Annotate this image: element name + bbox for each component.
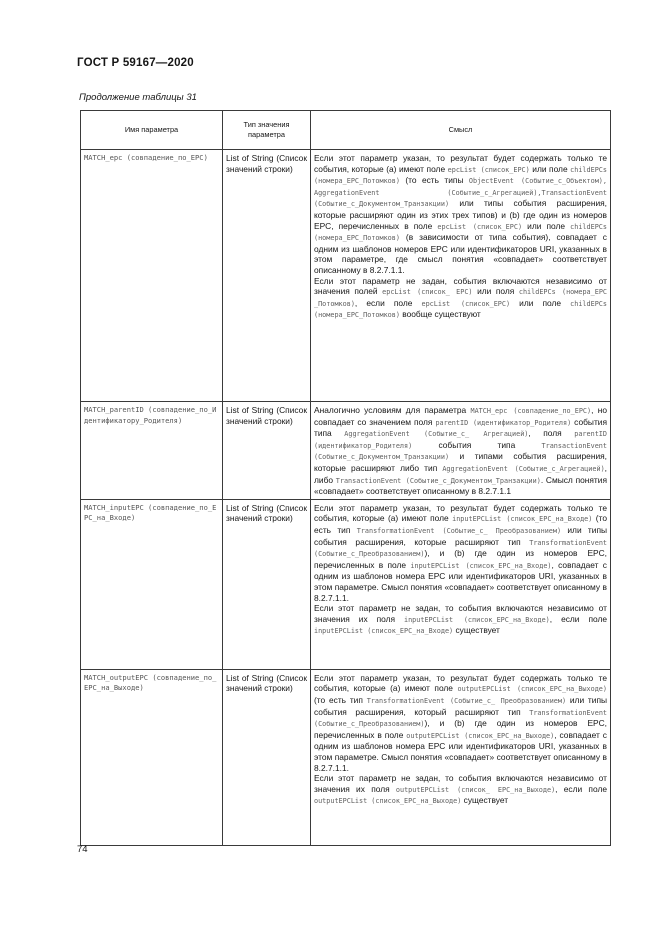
parameter-name-cell: MATCH_inputEPC (совпадение_по_EPC_на_Входе) bbox=[81, 499, 223, 669]
column-header-name: Имя параметра bbox=[81, 111, 223, 150]
code-term: ObjectEvent (Событие_с_Объектом), AggregationEvent (Событие_с_Агрегацией),TransactionEvent (Событие_с_Документом_Транзакции) bbox=[314, 177, 607, 209]
code-term: TransactionEvent (Событие_с_Документом_Транзакции) bbox=[335, 476, 541, 485]
meaning-paragraph: Если этот параметр указан, то результат будет содержать только те события, которые (а) имеют поле inputEPCList (список_EPC_на_Входе) (то есть тип TransformationEvent (Событие_с_ Преобразованием) или типы события расширения, которые расширяют тип TransformationEvent (Событие_с_Преобразованием)), и (b) где один из номеров EPC, перечисленных в поле inputEPCList (список_EPC_на_Входе), совпадает с одним из шаблонов номера EPC или идентификаторов URI, указанных в этом параметре. Смысл понятия «совпадает» соответствует описанному в 8.2.7.1.1. bbox=[314, 502, 607, 603]
code-term: childEPCs (номера_EPC_Потомков) bbox=[314, 222, 607, 243]
code-term: childEPCs (номера_EPC _Потомков) bbox=[314, 288, 608, 308]
parameter-meaning-cell bbox=[311, 402, 611, 500]
code-term: childEPCs (номера_EPC_Потомков) bbox=[314, 299, 607, 320]
meaning-paragraph: Если этот параметр указан, то результат будет содержать только те события, которые (а) имеют поле outputEPCList (список_EPC_на_Выходе) (то есть тип TransformationEvent (Событие_с_ Преобразованием) или типы события расширения, который расширяют тип TransformationEvent (Событие_с_Преобразованием)), и (b) где один из номеров EPC, перечисленных в поле outputEPCList (список_EPC_на_Выходе), совпадает с одним из шаблонов номера EPC или идентификаторов URI, указанных в этом параметре. Смысл понятия «совпадает» соответствует описанному в 8.2.7.1.1. bbox=[314, 672, 607, 773]
meaning-paragraph: Если этот параметр не задан, то события включаются независимо от значения их поля outputEPCList (список_ EPC_на_Выходе), если поле outputEPCList (список_EPC_на_Выходе) существует bbox=[314, 773, 607, 806]
code-term: epcList (список_EPC) bbox=[437, 222, 523, 231]
document-title: ГОСТ Р 59167—2020 bbox=[77, 57, 194, 69]
code-term: epcList (список_EPC) bbox=[447, 165, 530, 174]
code-term: parentID (идентификатор_Родителя) bbox=[435, 418, 572, 427]
table-row bbox=[81, 402, 611, 500]
parameter-meaning-cell bbox=[311, 150, 611, 402]
code-term: TransformationEvent (Событие_с_Преобразованием) bbox=[314, 708, 607, 729]
table-row bbox=[81, 150, 611, 402]
parameters-table bbox=[80, 110, 611, 846]
code-term: TransformationEvent (Событие_с_Преобразованием) bbox=[314, 538, 607, 559]
parameter-name-cell: MATCH_parentID (совпадение_по_Идентификатору_Родителя) bbox=[81, 402, 223, 500]
table-row bbox=[81, 669, 611, 845]
meaning-paragraph: Аналогично условиям для параметра MATCH_epc (совпадение_по_EPC), но совпадает со значением поля parentID (идентификатор_Родителя) события типа AggregationEvent (Событие_с_ Агрегацией), поля parentID (идентификатор_Родителя) события типа TransactionEvent (Событие_с_Документом_Транзакции) и типами события расширения, которые расширяют либо тип AggregationEvent (Событие_с_Агрегацией), либо TransactionEvent (Событие_с_Документом_Транзакции). Смысл понятия «совпадает» соответствует описанному в 8.2.7.1.1 bbox=[314, 405, 608, 497]
code-term: AggregationEvent (Событие_с_Агрегацией) bbox=[442, 464, 605, 473]
code-term: TransformationEvent (Событие_с_ Преобразованием) bbox=[356, 526, 562, 535]
code-term: inputEPCList (список_EPC_на_Входе) bbox=[452, 515, 593, 524]
column-header-meaning: Смысл bbox=[311, 111, 611, 150]
code-term: outputEPCList (список_EPC_на_Выходе) bbox=[314, 797, 462, 806]
code-term: inputEPCList (список_EPC_на_Входе) bbox=[314, 627, 454, 636]
parameter-meaning-cell bbox=[311, 669, 611, 845]
code-term: epcList (список_ EPC) bbox=[382, 288, 473, 297]
code-term: childEPCs (номера_EPC_Потомков) bbox=[314, 165, 607, 186]
parameter-type-cell: List of String (Список значений строки) bbox=[223, 150, 311, 402]
code-term: parentID (идентификатор_Родителя) bbox=[314, 430, 607, 450]
meaning-paragraph: Если этот параметр не задан, события включаются независимо от значения полей epcList (список_ EPC) или поля childEPCs (номера_EPC _Потомков), если поле epcList (список_EPC) или поле childEPCs (номера_EPC_Потомков) вообще существуют bbox=[314, 275, 608, 320]
page-number: 74 bbox=[77, 844, 88, 855]
meaning-paragraph: Если этот параметр указан, то результат будет содержать только те события, которые (а) имеют поле epcList (список_EPC) или поле childEPCs (номера_EPC_Потомков) (то есть типы ObjectEvent (Событие_с_Объектом), AggregationEvent (Событие_с_Агрегацией),TransactionEvent (Событие_с_Документом_Транзакции) или типы события расширения, которые расширяют один из этих трех типов) и (b) где один из номеров EPC, перечисленных в поле epcList (список_EPC) или поле childEPCs (номера_EPC_Потомков) (в зависимости от типа события), совпадает с одним из шаблонов номеров EPC или идентификаторов URI, указанных в этом параметре, где смысл понятия «совпадает» соответствует описанному в 8.2.7.1.1. bbox=[314, 153, 607, 275]
parameter-name-cell: MATCH_epc (совпадение_по_EPC) bbox=[81, 150, 223, 402]
code-term: inputEPCList (список_EPC_на_Входе) bbox=[404, 615, 550, 624]
parameter-type-cell: List of String (Список значений строки) bbox=[223, 669, 311, 845]
code-term: epcList (список_EPC) bbox=[421, 299, 511, 308]
code-term: inputEPCList (список_EPC_на_Входе) bbox=[410, 561, 552, 570]
table-header-row bbox=[81, 111, 611, 150]
parameter-name-cell: MATCH_outputEPC (совпадение_по_EPC_на_Выходе) bbox=[81, 669, 223, 845]
code-term: AggregationEvent (Событие_с_ Агрегацией) bbox=[344, 430, 529, 439]
parameter-meaning-cell bbox=[311, 499, 611, 669]
parameter-type-cell: List of String (Список значений строки) bbox=[223, 402, 311, 500]
code-term: outputEPCList (список_ EPC_на_Выходе) bbox=[395, 785, 556, 794]
parameter-type-cell: List of String (Список значений строки) bbox=[223, 499, 311, 669]
table-row bbox=[81, 499, 611, 669]
column-header-type: Тип значения параметра bbox=[223, 111, 311, 150]
code-term: outputEPCList (список_EPC_на_Выходе) bbox=[406, 731, 555, 740]
code-term: outputEPCList (список_EPC_на_Выходе) bbox=[457, 685, 607, 694]
table-continuation-caption: Продолжение таблицы 31 bbox=[79, 92, 197, 103]
code-term: TransactionEvent (Событие_с_Документом_Транзакции) bbox=[314, 441, 607, 462]
code-term: MATCH_epc (совпадение_по_EPC) bbox=[470, 407, 592, 415]
meaning-paragraph: Если этот параметр не задан, то события включаются независимо от значения их поля inputEPCList (список_EPC_на_Входе), если поле inputEPCList (список_EPC_на_Входе) существует bbox=[314, 603, 608, 636]
code-term: TransformationEvent (Событие_с_ Преобразованием) bbox=[366, 696, 567, 705]
